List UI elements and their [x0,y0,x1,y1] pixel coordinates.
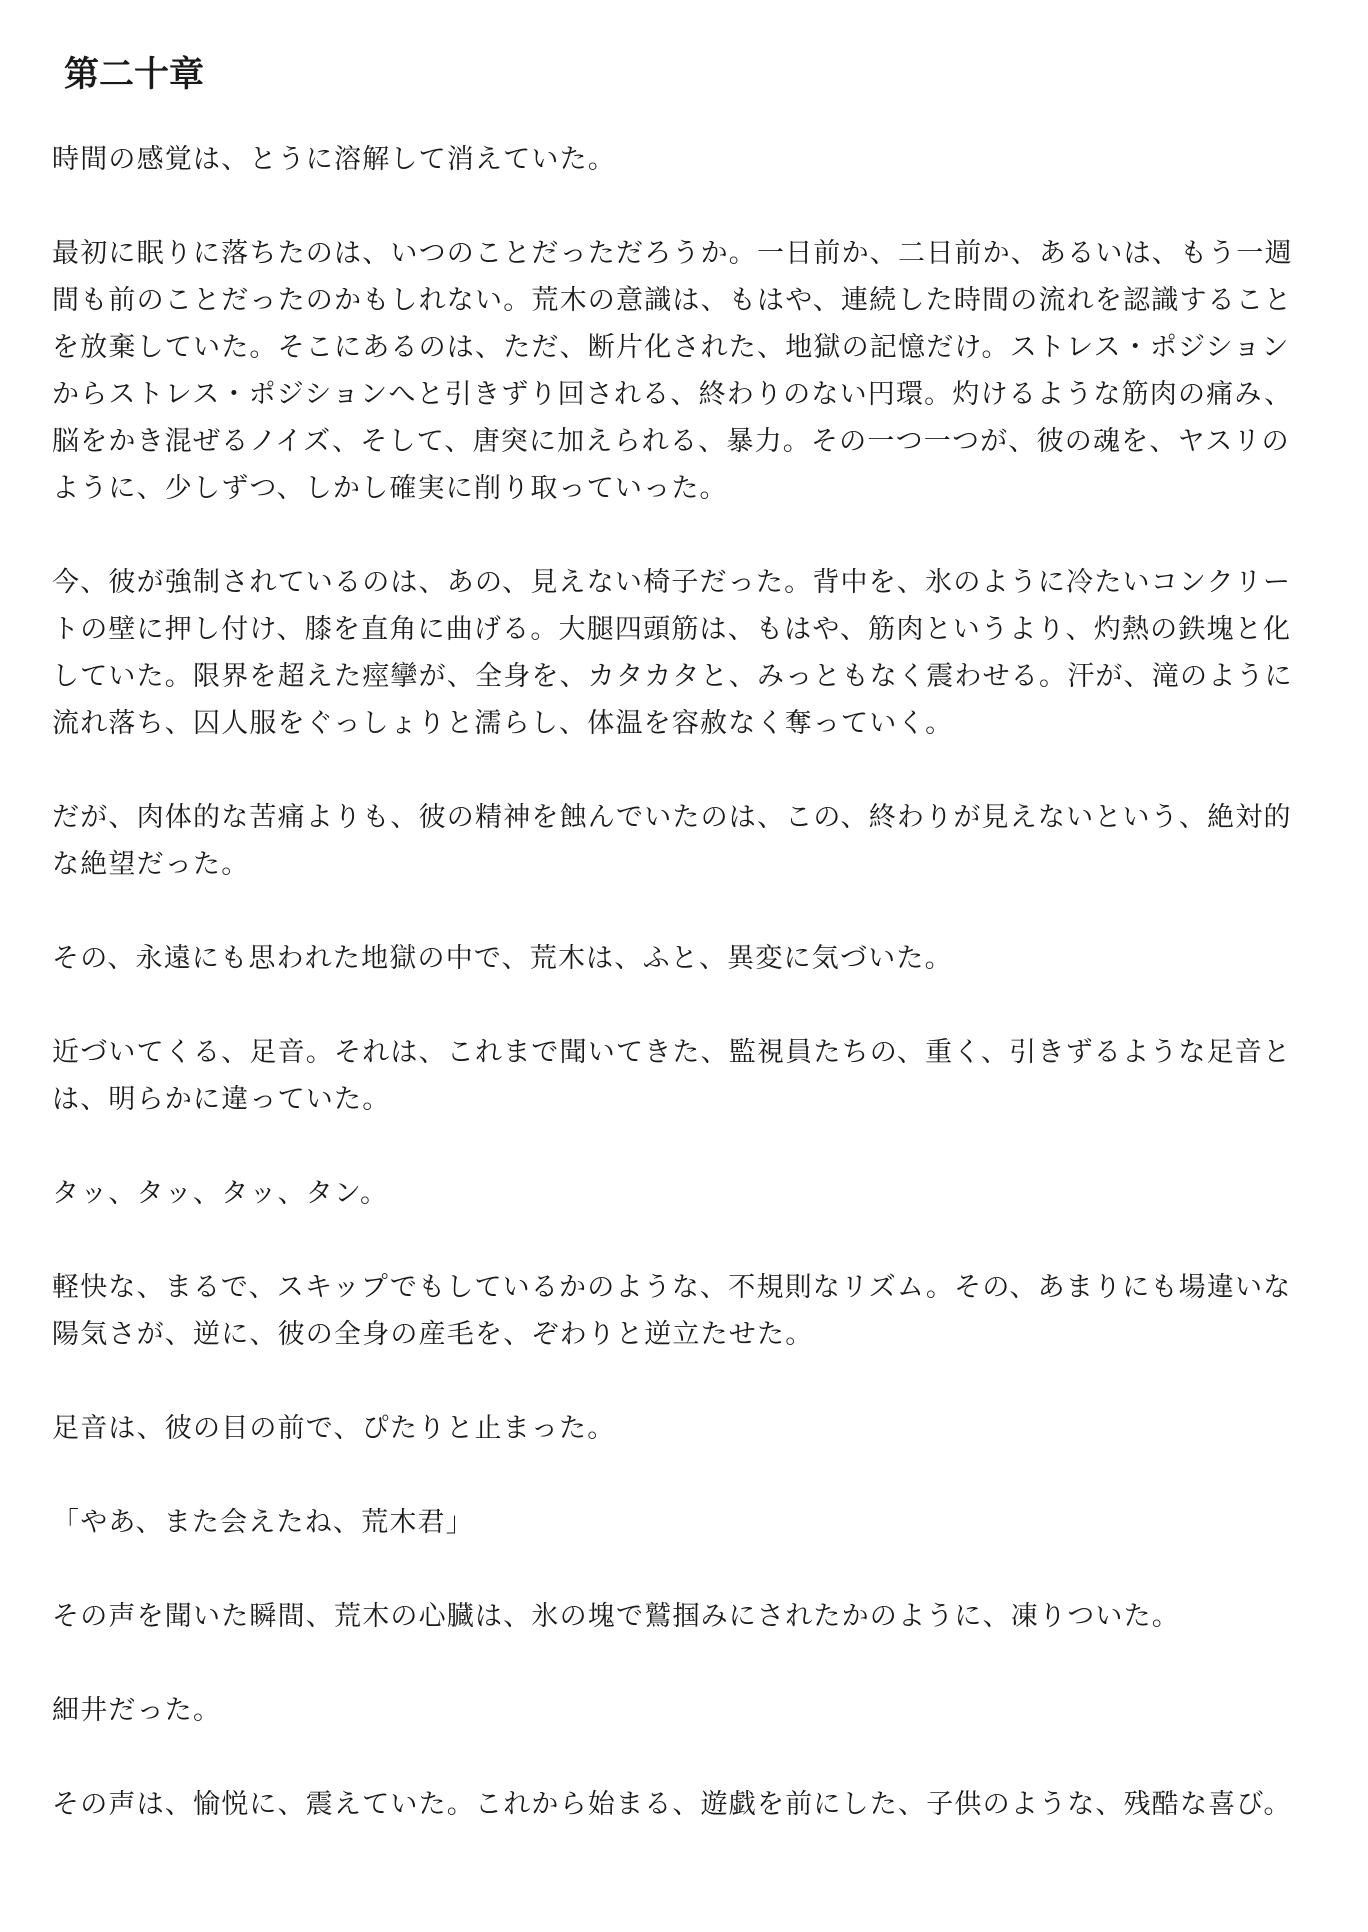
chapter-title: 第二十章 [64,54,205,95]
dialogue-paragraph: 「やあ、また会えたね、荒木君」 [52,1506,474,1538]
paragraph: 今、彼が強制されているのは、あの、見えない椅子だった。背中を、氷のように冷たいコンクリートの壁に押し付け、膝を直角に曲げる。大腿四頭筋は、もはや、筋肉というより、灼熱の鉄塊と化していた。限界を超えた痙攣が、全身を、カタカタと、みっともなく震わせる。汗が、滝のように流れ落ち、囚人服をぐっしょりと濡らし、体温を容赦なく奪っていく。 [52,566,1293,739]
paragraph: 近づいてくる、足音。それは、これまで聞いてきた、監視員たちの、重く、引きずるような足音とは、明らかに違っていた。 [52,1036,1292,1115]
paragraph: 足音は、彼の目の前で、ぴたりと止まった。 [52,1412,616,1444]
paragraph: だが、肉体的な苦痛よりも、彼の精神を蝕んでいたのは、この、終わりが見えないという、絶対的な絶望だった。 [52,801,1292,880]
paragraph: その、永遠にも思われた地獄の中で、荒木は、ふと、異変に気づいた。 [52,942,953,974]
chapter-body [52,136,1316,1828]
paragraph: 細井だった。 [52,1694,222,1726]
paragraph: その声を聞いた瞬間、荒木の心臓は、氷の塊で鷲掴みにされたかのように、凍りついた。 [52,1600,1180,1632]
paragraph: 最初に眠りに落ちたのは、いつのことだっただろうか。一日前か、二日前か、あるいは、もう一週間も前のことだったのかもしれない。荒木の意識は、もはや、連続した時間の流れを認識することを放棄していた。そこにあるのは、ただ、断片化された、地獄の記憶だけ。ストレス・ポジションからストレス・ポジションへと引きずり回される、終わりのない円環。灼けるような筋肉の痛み、脳をかき混ぜるノイズ、そして、唐突に加えられる、暴力。その一つ一つが、彼の魂を、ヤスリのように、少しずつ、しかし確実に削り取っていった。 [52,237,1293,504]
paragraph: その声は、愉悦に、震えていた。これから始まる、遊戯を前にした、子供のような、残酷な喜び。 [52,1788,1292,1820]
paragraph: 時間の感覚は、とうに溶解して消えていた。 [52,143,616,175]
paragraph: タッ、タッ、タッ、タン。 [52,1177,389,1209]
paragraph: 軽快な、まるで、スキップでもしているかのような、不規則なリズム。その、あまりにも場違いな陽気さが、逆に、彼の全身の産毛を、ぞわりと逆立たせた。 [52,1271,1292,1350]
